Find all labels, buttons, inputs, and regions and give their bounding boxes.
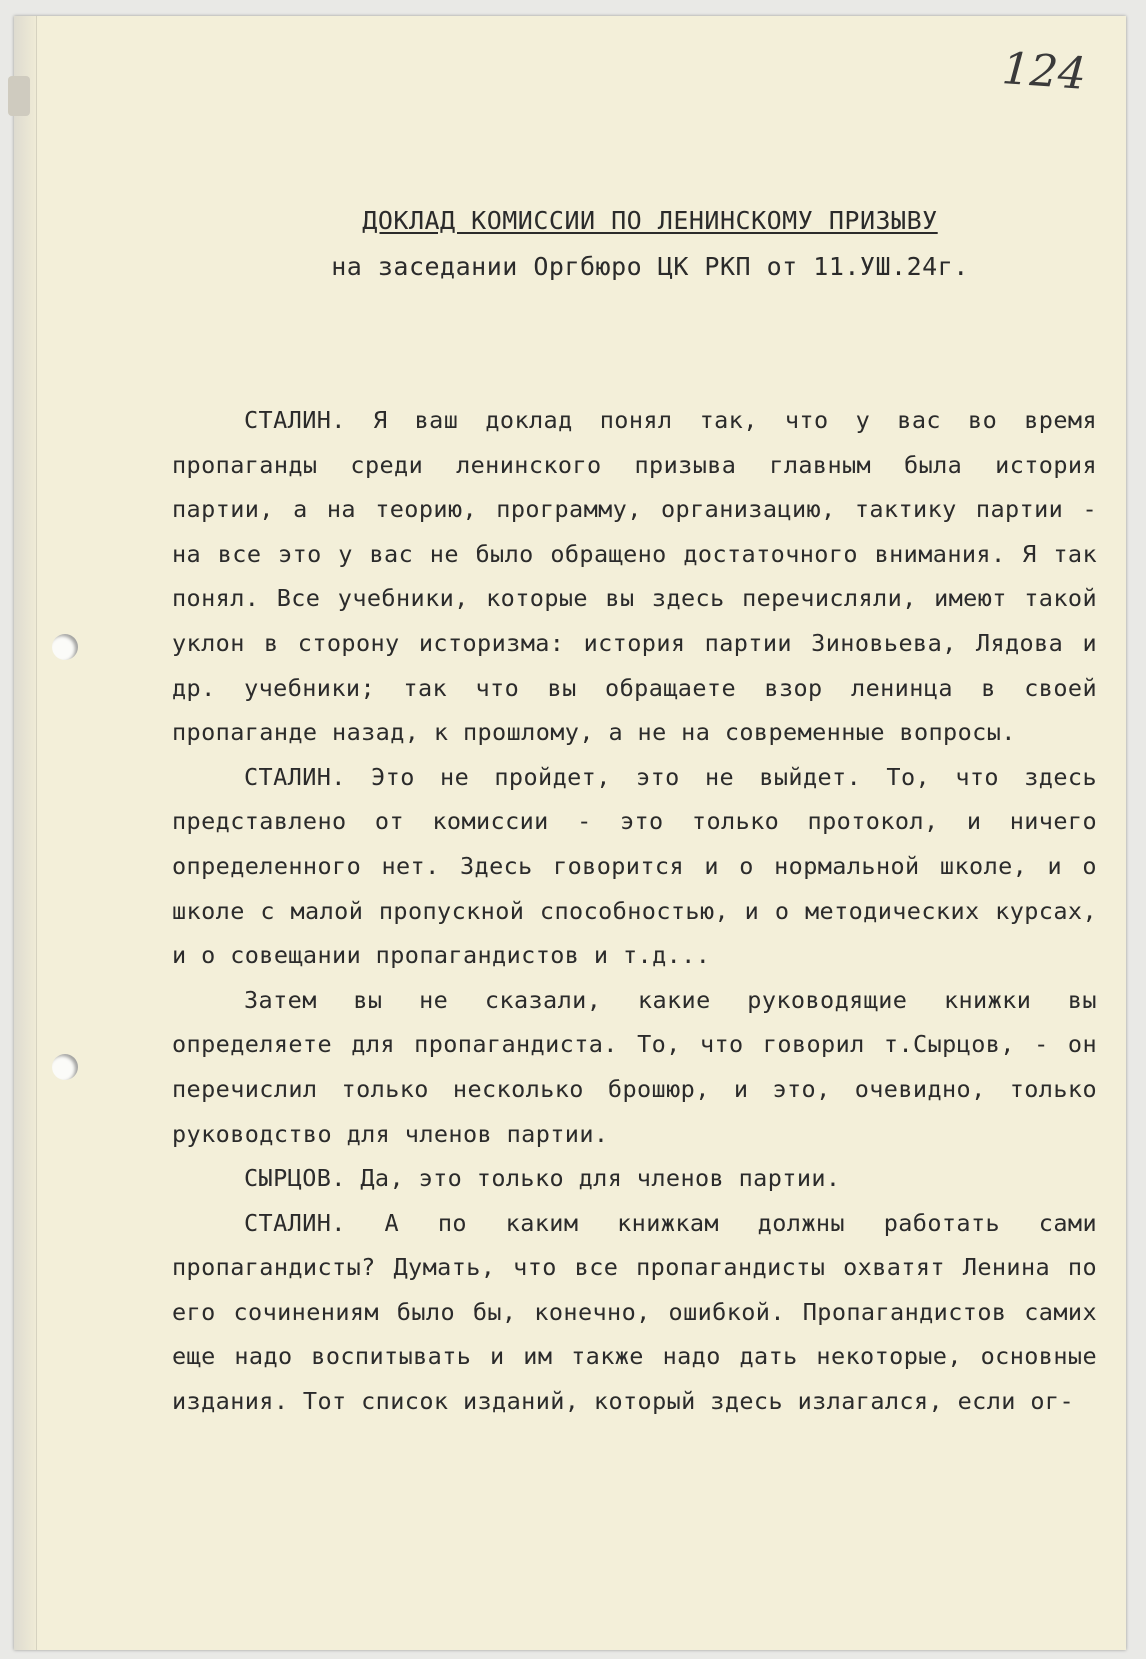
punch-hole-lower xyxy=(52,1054,78,1080)
punch-hole-upper xyxy=(52,634,78,660)
document-subtitle: на заседании Оргбюро ЦК РКП от 11.УШ.24г. xyxy=(331,252,969,281)
handwritten-page-number: 124 xyxy=(1000,43,1088,100)
binding-scrap xyxy=(8,76,30,116)
document-page xyxy=(14,16,1126,1650)
paragraph: Затем вы не сказали, какие руководящие книжки вы определяете для пропагандиста. То, что говорил т.Сырцов, - он перечислил только несколько брошюр, и это, очевидно, только руководство для членов партии. xyxy=(172,985,1097,1148)
document-body xyxy=(172,398,1097,1424)
paragraph: СТАЛИН. А по каким книжкам должны работать сами пропагандисты? Думать, что все пропагандисты охватят Ленина по его сочинениям было бы, конечно, ошибкой. Пропагандистов самих еще надо воспитывать и им также надо дать некоторые, основные издания. Тот список изданий, который здесь излагался, если ог- xyxy=(172,1208,1097,1416)
paragraph: СЫРЦОВ. Да, это только для членов партии. xyxy=(244,1164,841,1193)
paragraph: СТАЛИН. Это не пройдет, это не выйдет. То, что здесь представлено от комиссии - это только протокол, и ничего определенного нет. Здесь говорится и о нормальной школе, и о школе с малой пропускной способностью, и о методических курсах, и о совещании пропагандистов и т.д... xyxy=(172,762,1097,970)
paragraph: СТАЛИН. Я ваш доклад понял так, что у вас во время пропаганды среди ленинского призыва главным была история партии, а на теорию, программу, организацию, тактику партии - на все это у вас не было обращено достаточного внимания. Я так понял. Все учебники, которые вы здесь перечисляли, имеют такой уклон в сторону историзма: история партии Зиновьева, Лядова и др. учебники; так что вы обращаете взор ленинца в своей пропаганде назад, к прошлому, а не на современные вопросы. xyxy=(172,406,1097,747)
document-title: ДОКЛАД КОМИССИИ ПО ЛЕНИНСКОМУ ПРИЗЫВУ xyxy=(362,206,938,235)
